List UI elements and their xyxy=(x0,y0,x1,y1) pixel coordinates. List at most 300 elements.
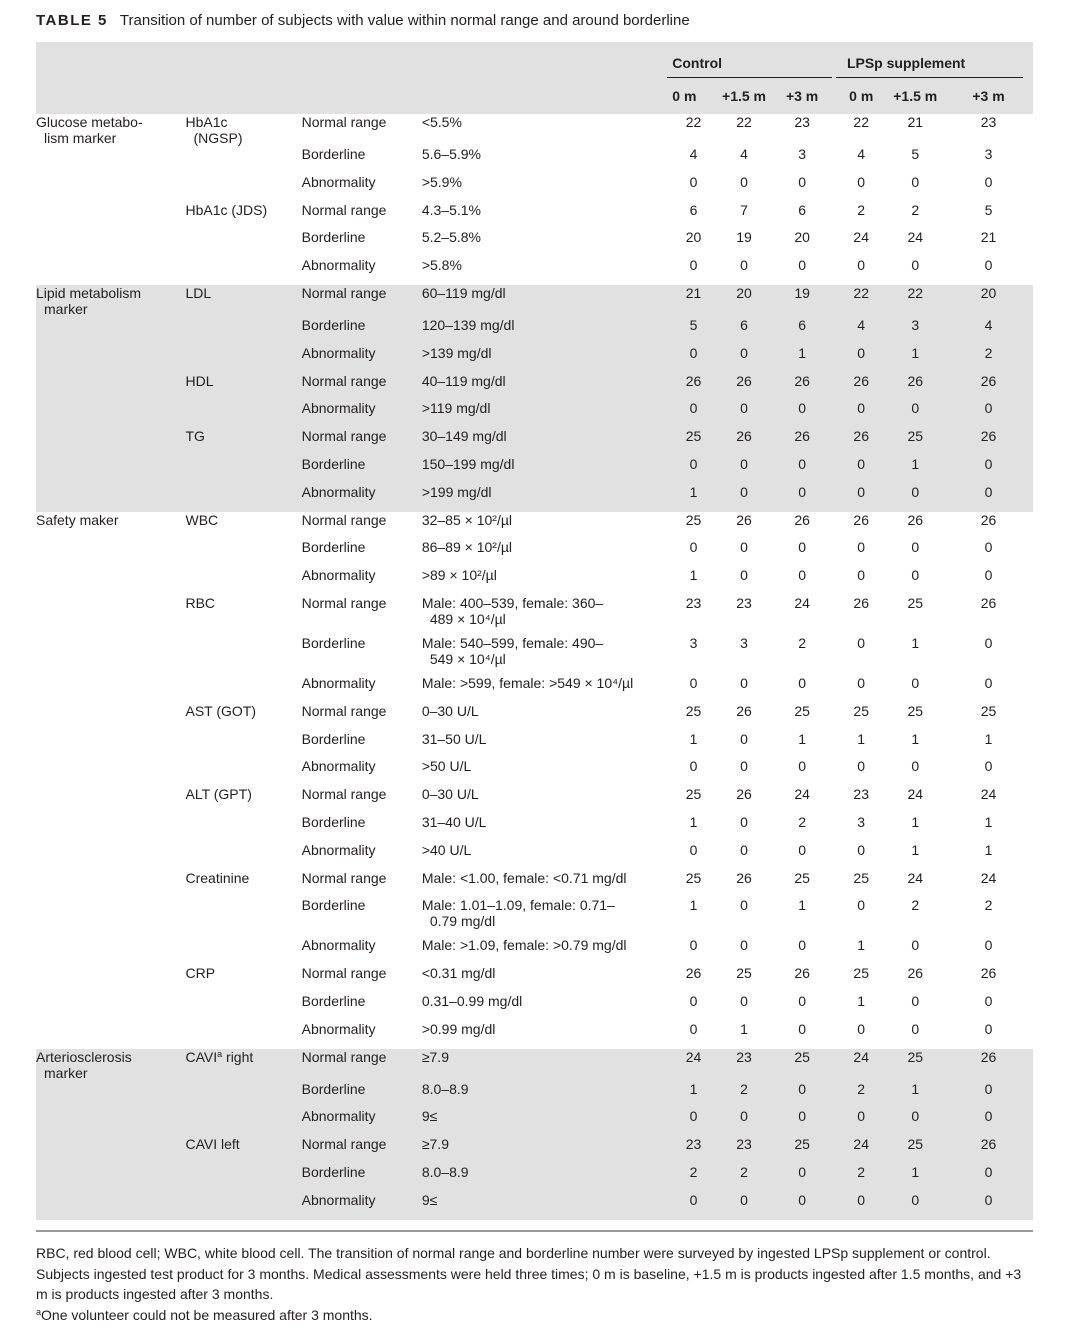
item-cell xyxy=(185,814,301,842)
value-cell: 2 xyxy=(667,1164,720,1192)
value-cell: 1 xyxy=(886,456,944,484)
value-cell: 0 xyxy=(944,456,1033,484)
table-bottom-rule xyxy=(36,1230,1033,1232)
value-cell: 1 xyxy=(689,813,698,830)
range-cell: >40 U/L xyxy=(421,841,472,858)
value-cell: 1 xyxy=(857,937,866,954)
value-cell: 26 xyxy=(944,428,1033,456)
value-cell: 0 xyxy=(857,539,866,556)
value-cell: 2 xyxy=(798,634,806,651)
value-cell: 2 xyxy=(798,813,806,830)
value-cell: 5 xyxy=(984,201,993,218)
value-cell: 24 xyxy=(907,229,924,246)
value-cell: 25 xyxy=(886,428,944,456)
item-cell xyxy=(185,174,301,202)
value-cell: 0 xyxy=(740,257,748,274)
category-cell: Borderline xyxy=(301,992,366,1009)
value-cell: 0 xyxy=(944,1192,1033,1220)
value-cell: 0 xyxy=(689,173,698,190)
table-row xyxy=(36,539,1033,567)
value-cell: 0 xyxy=(886,484,944,512)
footnote-a-text: One volunteer could not be measured after 3 months. xyxy=(41,1306,373,1323)
category-cell: Abnormality xyxy=(301,758,376,775)
range-cell: 8.0–8.9 xyxy=(422,1164,667,1192)
table-row xyxy=(36,1049,1033,1081)
value-cell: 21 xyxy=(667,285,720,317)
value-cell: 0 xyxy=(768,1108,836,1136)
value-cell: 26 xyxy=(836,373,887,401)
table-row xyxy=(36,400,1033,428)
value-cell: 1 xyxy=(911,841,920,858)
value-cell: 0 xyxy=(720,456,768,484)
col-header-control-0m: 0 m xyxy=(667,78,720,114)
table-row xyxy=(36,675,1033,703)
value-cell: 0 xyxy=(857,173,866,190)
category-cell: Abnormality xyxy=(302,1192,422,1220)
value-cell: 0 xyxy=(911,173,920,190)
value-cell: 26 xyxy=(736,869,752,886)
group-cell xyxy=(36,758,185,786)
range-cell: 8.0–8.9 xyxy=(422,1081,667,1109)
range-cell: 60–119 mg/dl xyxy=(422,285,667,317)
value-cell: 0 xyxy=(857,758,866,775)
category-cell: Abnormality xyxy=(302,1108,422,1136)
value-cell: 0 xyxy=(740,173,748,190)
value-cell: 25 xyxy=(685,702,702,719)
value-cell: 22 xyxy=(736,114,752,130)
range-cell: Male: <1.00, female: <0.71 mg/dl xyxy=(421,869,627,886)
group-cell xyxy=(36,1164,185,1192)
item-cell: HDL xyxy=(185,373,301,401)
value-cell: 0 xyxy=(798,674,806,691)
value-cell: 26 xyxy=(853,511,869,528)
range-cell: >0.99 mg/dl xyxy=(421,1020,496,1037)
item-cell xyxy=(185,635,301,675)
value-cell: 0 xyxy=(798,539,806,556)
category-cell: Borderline xyxy=(301,634,366,651)
item-cell xyxy=(185,345,301,373)
item-cell xyxy=(185,317,301,345)
table-row xyxy=(36,174,1033,202)
group-cell xyxy=(36,937,185,965)
item-cell xyxy=(185,758,301,786)
category-cell: Normal range xyxy=(301,702,387,719)
table-row xyxy=(36,373,1033,401)
group-cell xyxy=(36,870,185,898)
item-cell: ALT (GPT) xyxy=(185,786,252,803)
table-row xyxy=(36,345,1033,373)
table-row xyxy=(36,1021,1033,1049)
item-cell xyxy=(185,146,301,174)
value-cell: 2 xyxy=(857,201,866,218)
item-cell xyxy=(185,484,301,512)
range-cell: 5.2–5.8% xyxy=(421,229,481,246)
value-cell: 25 xyxy=(685,511,702,528)
value-cell: 1 xyxy=(984,813,993,830)
value-cell: 26 xyxy=(907,511,924,528)
value-cell: 0 xyxy=(768,1081,836,1109)
value-cell: 0 xyxy=(911,257,920,274)
category-cell: Normal range xyxy=(302,428,422,456)
data-table xyxy=(36,42,1033,1220)
range-cell: 30–149 mg/dl xyxy=(422,428,667,456)
value-cell: 0 xyxy=(984,674,993,691)
category-cell: Abnormality xyxy=(302,345,422,373)
group-cell xyxy=(36,675,185,703)
item-cell xyxy=(185,1192,301,1220)
category-cell: Borderline xyxy=(302,1164,422,1192)
value-cell: 0 xyxy=(911,567,920,584)
category-cell: Borderline xyxy=(301,539,366,556)
value-cell: 22 xyxy=(836,285,887,317)
group-cell xyxy=(36,1081,185,1109)
value-cell: 26 xyxy=(836,428,887,456)
value-cell: 4 xyxy=(689,146,698,162)
value-cell: 1 xyxy=(886,1164,944,1192)
value-cell: 0 xyxy=(886,400,944,428)
value-cell: 20 xyxy=(685,229,702,246)
value-cell: 0 xyxy=(857,1020,866,1037)
group-cell xyxy=(36,1108,185,1136)
value-cell: 23 xyxy=(685,594,702,611)
value-cell: 19 xyxy=(768,285,836,317)
range-cell: >50 U/L xyxy=(421,758,472,775)
value-cell: 1 xyxy=(911,730,920,747)
value-cell: 0 xyxy=(768,1192,836,1220)
value-cell: 25 xyxy=(794,702,810,719)
item-cell xyxy=(185,257,301,285)
value-cell: 20 xyxy=(794,229,810,246)
table-row xyxy=(36,202,1033,230)
value-cell: 2 xyxy=(911,897,920,914)
category-cell: Abnormality xyxy=(301,173,376,190)
value-cell: 26 xyxy=(980,965,997,982)
table-row xyxy=(36,229,1033,257)
table-label: TABLE 5 xyxy=(36,12,108,29)
range-cell: Male: 540–599, female: 490– 549 × 10⁴/µl xyxy=(421,634,604,667)
category-cell: Borderline xyxy=(301,813,366,830)
group-cell xyxy=(36,731,185,759)
value-cell: 6 xyxy=(720,317,768,345)
value-cell: 0 xyxy=(798,257,806,274)
value-cell: 0 xyxy=(984,937,993,954)
value-cell: 5 xyxy=(911,146,920,162)
item-cell: CRP xyxy=(185,965,216,982)
value-cell: 0 xyxy=(984,567,993,584)
value-cell: 26 xyxy=(853,594,869,611)
value-cell: 1 xyxy=(798,897,806,914)
footnote-a xyxy=(36,1305,1036,1326)
value-cell: 0 xyxy=(689,937,698,954)
value-cell: 0 xyxy=(740,730,748,747)
value-cell: 25 xyxy=(853,702,869,719)
item-cell xyxy=(185,842,301,870)
value-cell: 3 xyxy=(984,146,993,162)
value-cell: 0 xyxy=(720,400,768,428)
value-cell: 0 xyxy=(857,567,866,584)
value-cell: 0 xyxy=(857,634,866,651)
category-cell: Normal range xyxy=(301,869,387,886)
value-cell: 3 xyxy=(689,634,698,651)
range-cell: >5.9% xyxy=(421,173,462,190)
value-cell: 0 xyxy=(768,400,836,428)
value-cell: 0 xyxy=(836,345,887,373)
value-cell: 26 xyxy=(944,373,1033,401)
col-header-lpsp-1-5m: +1.5 m xyxy=(886,78,944,114)
item-cell xyxy=(185,1108,301,1136)
category-cell: Normal range xyxy=(302,1136,422,1164)
range-cell: >199 mg/dl xyxy=(422,484,667,512)
group-cell xyxy=(36,202,185,230)
range-cell: 40–119 mg/dl xyxy=(422,373,667,401)
value-cell: 3 xyxy=(798,146,806,162)
value-cell: 0 xyxy=(798,992,806,1009)
value-cell: 0 xyxy=(836,400,887,428)
value-cell: 26 xyxy=(736,511,752,528)
value-cell: 1 xyxy=(857,730,866,747)
value-cell: 23 xyxy=(794,114,810,130)
value-cell: 0 xyxy=(798,937,806,954)
value-cell: 6 xyxy=(689,201,698,218)
table-row xyxy=(36,285,1033,317)
category-cell: Normal range xyxy=(301,786,387,803)
value-cell: 26 xyxy=(886,373,944,401)
value-cell: 26 xyxy=(720,373,768,401)
value-cell: 20 xyxy=(944,285,1033,317)
item-cell: WBC xyxy=(185,511,219,528)
group-cell xyxy=(36,456,185,484)
value-cell: 0 xyxy=(689,758,698,775)
value-cell: 0 xyxy=(857,674,866,691)
category-cell: Abnormality xyxy=(301,841,376,858)
category-cell: Borderline xyxy=(301,146,366,162)
value-cell: 0 xyxy=(944,1081,1033,1109)
value-cell: 0 xyxy=(984,992,993,1009)
group-cell xyxy=(36,897,185,937)
group-cell xyxy=(36,229,185,257)
col-header-control-3m: +3 m xyxy=(768,78,836,114)
table-row xyxy=(36,786,1033,814)
group-cell xyxy=(36,1021,185,1049)
table-row xyxy=(36,731,1033,759)
value-cell: 0 xyxy=(836,484,887,512)
table-row xyxy=(36,897,1033,937)
group-cell xyxy=(36,993,185,1021)
value-cell: 2 xyxy=(836,1164,887,1192)
value-cell: 0 xyxy=(984,634,993,651)
range-cell: 32–85 × 10²/µl xyxy=(421,511,513,528)
value-cell: 26 xyxy=(794,511,810,528)
item-cell: AST (GOT) xyxy=(185,702,257,719)
value-cell: 25 xyxy=(794,869,810,886)
value-cell: 25 xyxy=(667,428,720,456)
range-cell: 9≤ xyxy=(422,1192,667,1220)
category-cell: Normal range xyxy=(301,594,387,611)
group-cell xyxy=(36,1192,185,1220)
value-cell: 0 xyxy=(836,1192,887,1220)
group-cell xyxy=(36,345,185,373)
value-cell: 0 xyxy=(667,1108,720,1136)
value-cell: 23 xyxy=(736,594,752,611)
table-title: Transition of number of subjects with value within normal range and around borderline xyxy=(119,12,690,29)
value-cell: 19 xyxy=(736,229,752,246)
value-cell: 25 xyxy=(980,702,997,719)
table-footnotes xyxy=(36,1243,1036,1325)
value-cell: 0 xyxy=(836,456,887,484)
value-cell: 0 xyxy=(720,484,768,512)
category-cell: Borderline xyxy=(301,897,366,914)
range-cell: 4.3–5.1% xyxy=(421,201,481,218)
value-cell: 3 xyxy=(857,813,866,830)
category-cell: Normal range xyxy=(301,201,387,218)
range-cell: 120–139 mg/dl xyxy=(422,317,667,345)
value-cell: 1 xyxy=(984,841,993,858)
value-cell: 0 xyxy=(689,257,698,274)
value-cell: 26 xyxy=(794,965,810,982)
value-cell: 0 xyxy=(857,841,866,858)
value-cell: 0 xyxy=(740,841,748,858)
value-cell: 4 xyxy=(836,317,887,345)
value-cell: 7 xyxy=(740,201,748,218)
range-cell: 9≤ xyxy=(422,1108,667,1136)
item-cell xyxy=(185,400,301,428)
table-row xyxy=(36,1164,1033,1192)
group-cell xyxy=(36,146,185,174)
group-cell xyxy=(36,567,185,595)
item-cell xyxy=(185,539,301,567)
category-cell: Normal range xyxy=(302,373,422,401)
category-cell: Borderline xyxy=(302,1081,422,1109)
group-cell xyxy=(36,484,185,512)
table-row xyxy=(36,937,1033,965)
value-cell: 24 xyxy=(980,786,997,803)
item-cell: CAVI$^a$ right xyxy=(185,1049,301,1081)
value-cell: 25 xyxy=(853,869,869,886)
table-row xyxy=(36,758,1033,786)
table-body xyxy=(36,114,1033,1220)
table-row xyxy=(36,595,1033,635)
table-row xyxy=(36,567,1033,595)
value-cell: 24 xyxy=(980,869,997,886)
value-cell: 1 xyxy=(667,484,720,512)
value-cell: 0 xyxy=(886,1108,944,1136)
value-cell: 22 xyxy=(853,114,869,130)
item-cell xyxy=(185,1021,301,1049)
group-cell xyxy=(36,428,185,456)
value-cell: 0 xyxy=(740,992,748,1009)
value-cell: 0 xyxy=(768,1164,836,1192)
group-cell: Safety maker xyxy=(36,511,119,528)
value-cell: 2 xyxy=(720,1164,768,1192)
item-cell: Creatinine xyxy=(185,869,250,886)
value-cell: 6 xyxy=(768,317,836,345)
category-cell: Borderline xyxy=(301,229,366,246)
item-cell xyxy=(185,675,301,703)
value-cell: 0 xyxy=(689,841,698,858)
group-cell xyxy=(36,317,185,345)
item-cell: HbA1c (NGSP) xyxy=(185,114,243,146)
category-cell: Normal range xyxy=(301,965,387,982)
table-row xyxy=(36,317,1033,345)
value-cell: 26 xyxy=(736,786,752,803)
table-row xyxy=(36,484,1033,512)
category-cell: Abnormality xyxy=(301,567,376,584)
table-row xyxy=(36,1081,1033,1109)
value-cell: 2 xyxy=(911,201,920,218)
table-row xyxy=(36,257,1033,285)
range-cell: 31–50 U/L xyxy=(421,730,487,747)
value-cell: 24 xyxy=(667,1049,720,1081)
item-cell xyxy=(185,456,301,484)
value-cell: 3 xyxy=(886,317,944,345)
value-cell: 0 xyxy=(911,674,920,691)
value-cell: 24 xyxy=(907,786,924,803)
table-row xyxy=(36,703,1033,731)
value-cell: 0 xyxy=(836,1108,887,1136)
value-cell: 21 xyxy=(907,114,924,130)
category-cell: Normal range xyxy=(302,1049,422,1081)
value-cell: 24 xyxy=(836,1136,887,1164)
value-cell: 0 xyxy=(798,1020,806,1037)
group-cell xyxy=(36,400,185,428)
value-cell: 26 xyxy=(736,702,752,719)
value-cell: 4 xyxy=(857,146,866,162)
value-cell: 0 xyxy=(984,1020,993,1037)
table-row xyxy=(36,1192,1033,1220)
table-row xyxy=(36,146,1033,174)
group-cell: Glucose metabo- lism marker xyxy=(36,114,143,146)
range-cell: Male: >599, female: >549 × 10⁴/µl xyxy=(421,674,634,691)
value-cell: 26 xyxy=(685,965,702,982)
value-cell: 24 xyxy=(853,229,869,246)
value-cell: 0 xyxy=(720,345,768,373)
category-cell: Borderline xyxy=(302,317,422,345)
value-cell: 0 xyxy=(740,567,748,584)
table-row xyxy=(36,870,1033,898)
value-cell: 26 xyxy=(768,373,836,401)
item-cell xyxy=(185,731,301,759)
value-cell: 0 xyxy=(740,937,748,954)
value-cell: 26 xyxy=(944,1049,1033,1081)
col-header-lpsp-0m: 0 m xyxy=(836,78,887,114)
value-cell: 26 xyxy=(907,965,924,982)
value-cell: 23 xyxy=(853,786,869,803)
range-cell: 150–199 mg/dl xyxy=(422,456,667,484)
table-row xyxy=(36,456,1033,484)
table-row xyxy=(36,428,1033,456)
range-cell: >5.8% xyxy=(421,257,462,274)
footnote-mark: a xyxy=(36,1306,42,1317)
group-cell xyxy=(36,842,185,870)
value-cell: 0 xyxy=(911,758,920,775)
footnote-abbreviations: RBC, red blood cell; WBC, white blood cell. The transition of normal range and borderline number were surveyed by ingested LPSp supplement or control. Subjects ingested test product for 3 months. Medical assessments were held three times; 0 m is baseline, +1.5 m is products ingested after 1.5 months, and +3 m is products ingested after 3 months. xyxy=(36,1245,1022,1302)
group-cell: Lipid metabolism marker xyxy=(36,285,185,317)
value-cell: 0 xyxy=(720,1108,768,1136)
table-row xyxy=(36,965,1033,993)
value-cell: 0 xyxy=(886,1192,944,1220)
value-cell: 2 xyxy=(720,1081,768,1109)
value-cell: 0 xyxy=(984,539,993,556)
group-header-control: Control xyxy=(667,42,836,78)
value-cell: 0 xyxy=(667,456,720,484)
value-cell: 0 xyxy=(720,1192,768,1220)
category-cell: Borderline xyxy=(302,456,422,484)
value-cell: 25 xyxy=(853,965,869,982)
col-header-control-1-5m: +1.5 m xyxy=(720,78,768,114)
range-cell: 0–30 U/L xyxy=(421,786,479,803)
range-cell: Male: 1.01–1.09, female: 0.71– 0.79 mg/dl xyxy=(421,897,615,930)
value-cell: 25 xyxy=(736,965,752,982)
